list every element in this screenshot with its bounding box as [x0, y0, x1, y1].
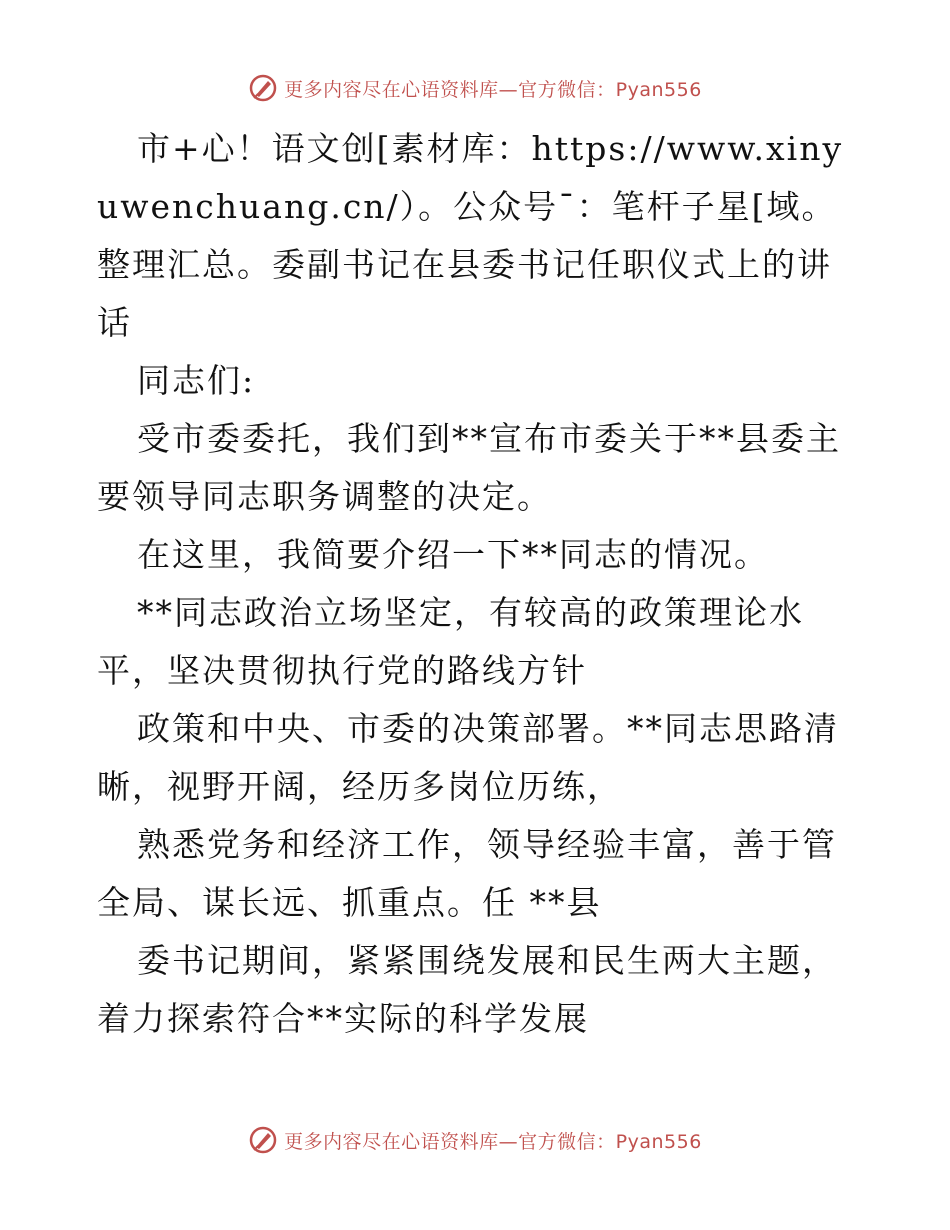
title-paragraph: 市+心！语文创[素材库：https://www.xinyuwenchuang.cn/）。公众号¯：笔杆子星[域。整理汇总。委副书记在县委书记任职仪式上的讲话 — [97, 129, 844, 342]
header-banner — [0, 70, 950, 106]
paragraph: 熟悉党务和经济工作，领导经验丰富，善于管全局、谋长远、抓重点。任 **县 — [97, 825, 837, 922]
paragraph: **同志政治立场坚定，有较高的政策理论水平，坚决贯彻执行党的路线方针 — [97, 593, 804, 690]
banner-text: 更多内容尽在心语资料库—官方微信：Pyan556 — [284, 78, 702, 101]
feather-pen-logo-icon — [248, 73, 278, 103]
salutation: 同志们: — [137, 361, 256, 400]
feather-pen-logo-icon — [248, 1125, 278, 1155]
banner-text: 更多内容尽在心语资料库—官方微信：Pyan556 — [284, 1130, 702, 1153]
paragraph: 政策和中央、市委的决策部署。**同志思路清晰，视野开阔，经历多岗位历练， — [97, 709, 839, 806]
footer-banner — [0, 1122, 950, 1158]
paragraph: 在这里，我简要介绍一下**同志的情况。 — [137, 535, 769, 574]
paragraph: 委书记期间，紧紧围绕发展和民生两大主题，着力探索符合**实际的科学发展 — [97, 941, 837, 1038]
paragraph: 受市委委托，我们到**宣布市委关于**县委主要领导同志职务调整的决定。 — [97, 419, 841, 516]
document-body — [97, 120, 857, 1048]
